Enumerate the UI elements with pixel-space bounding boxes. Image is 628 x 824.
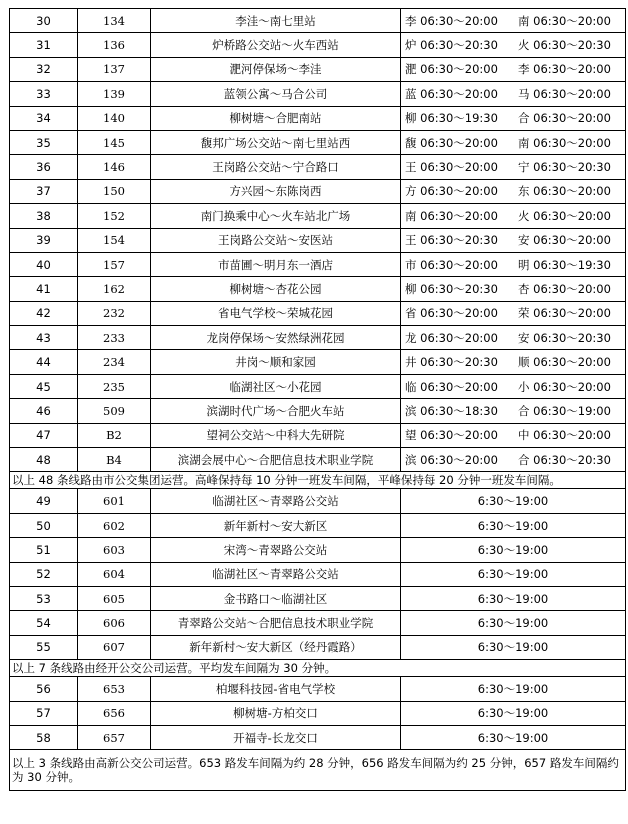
first-terminal-hours: 市 06:30～20:00 — [405, 257, 498, 272]
table-row — [10, 677, 626, 701]
service-hours — [401, 130, 626, 154]
service-hours — [401, 228, 626, 252]
row-number: 35 — [10, 130, 78, 154]
table-row — [10, 513, 626, 537]
row-number: 37 — [10, 179, 78, 203]
table-row — [10, 489, 626, 513]
second-terminal-hours: 明 06:30～19:30 — [518, 257, 611, 272]
first-terminal-hours: 李 06:30～20:00 — [405, 13, 498, 28]
service-hours — [401, 106, 626, 130]
line-number: 134 — [78, 9, 151, 33]
line-number: 604 — [78, 562, 151, 586]
table-row — [10, 228, 626, 252]
first-terminal-hours: 柳 06:30～19:30 — [405, 111, 498, 126]
route-name: 临湖社区～青翠路公交站 — [151, 562, 401, 586]
row-number: 39 — [10, 228, 78, 252]
row-number: 38 — [10, 204, 78, 228]
service-hours — [401, 301, 626, 325]
first-terminal-hours: 王 06:30～20:30 — [405, 233, 498, 248]
service-hours: 6:30～19:00 — [401, 489, 626, 513]
second-terminal-hours: 杏 06:30～20:00 — [518, 281, 611, 296]
second-terminal-hours: 合 06:30～19:00 — [518, 403, 611, 418]
line-number: 235 — [78, 374, 151, 398]
route-name: 滨湖会展中心～合肥信息技术职业学院 — [151, 448, 401, 472]
route-name: 临湖社区～小花园 — [151, 374, 401, 398]
table-row — [10, 326, 626, 350]
line-number: 139 — [78, 82, 151, 106]
operator-note: 以上 3 条线路由高新公交公司运营。653 路发车间隔为约 28 分钟，656 路发车间隔为约 25 分钟，657 路发车间隔约为 30 分钟。 — [10, 750, 626, 791]
row-number: 45 — [10, 374, 78, 398]
first-terminal-hours: 临 06:30～20:00 — [405, 379, 498, 394]
second-terminal-hours: 顺 06:30～20:00 — [518, 355, 611, 370]
line-number: 606 — [78, 611, 151, 635]
row-number: 32 — [10, 57, 78, 81]
table-row — [10, 130, 626, 154]
second-terminal-hours: 合 06:30～20:30 — [518, 452, 611, 467]
route-name: 市苗圃～明月东一酒店 — [151, 252, 401, 276]
row-number: 46 — [10, 399, 78, 423]
route-name: 宋湾～青翠路公交站 — [151, 538, 401, 562]
route-name: 蓝领公寓～马合公司 — [151, 82, 401, 106]
row-number: 53 — [10, 586, 78, 610]
first-terminal-hours: 炉 06:30～20:30 — [405, 38, 498, 53]
service-hours — [401, 252, 626, 276]
table-row — [10, 562, 626, 586]
service-hours: 6:30～19:00 — [401, 586, 626, 610]
route-name: 青翠路公交站～合肥信息技术职业学院 — [151, 611, 401, 635]
table-row — [10, 57, 626, 81]
line-number: 509 — [78, 399, 151, 423]
line-number: 653 — [78, 677, 151, 701]
first-terminal-hours: 滨 06:30～20:00 — [405, 452, 498, 467]
route-name: 临湖社区～青翠路公交站 — [151, 489, 401, 513]
line-number: 150 — [78, 179, 151, 203]
table-row — [10, 252, 626, 276]
table-row — [10, 350, 626, 374]
second-terminal-hours: 南 06:30～20:00 — [518, 13, 611, 28]
service-hours: 6:30～19:00 — [401, 677, 626, 701]
line-number: 657 — [78, 725, 151, 749]
row-number: 31 — [10, 33, 78, 57]
row-number: 40 — [10, 252, 78, 276]
table-row — [10, 399, 626, 423]
row-number: 51 — [10, 538, 78, 562]
second-terminal-hours: 李 06:30～20:00 — [518, 62, 611, 77]
first-terminal-hours: 井 06:30～20:30 — [405, 355, 498, 370]
service-hours: 6:30～19:00 — [401, 538, 626, 562]
line-number: 146 — [78, 155, 151, 179]
table-row — [10, 725, 626, 749]
service-hours — [401, 33, 626, 57]
second-terminal-hours: 马 06:30～20:00 — [518, 86, 611, 101]
second-terminal-hours: 中 06:30～20:00 — [518, 428, 611, 443]
row-number: 54 — [10, 611, 78, 635]
line-number: 157 — [78, 252, 151, 276]
service-hours: 6:30～19:00 — [401, 513, 626, 537]
first-terminal-hours: 淝 06:30～20:00 — [405, 62, 498, 77]
route-name: 滨湖时代广场～合肥火车站 — [151, 399, 401, 423]
service-hours — [401, 423, 626, 447]
table-row — [10, 635, 626, 659]
service-hours — [401, 179, 626, 203]
route-name: 新年新村～安大新区（经丹霞路） — [151, 635, 401, 659]
route-name: 南门换乘中心～火车站北广场 — [151, 204, 401, 228]
route-name: 方兴园～东陈岗西 — [151, 179, 401, 203]
row-number: 44 — [10, 350, 78, 374]
service-hours: 6:30～19:00 — [401, 725, 626, 749]
first-terminal-hours: 王 06:30～20:00 — [405, 160, 498, 175]
row-number: 43 — [10, 326, 78, 350]
second-terminal-hours: 东 06:30～20:00 — [518, 184, 611, 199]
route-name: 柏堰科技园-省电气学校 — [151, 677, 401, 701]
service-hours — [401, 374, 626, 398]
table-row — [10, 33, 626, 57]
row-number: 48 — [10, 448, 78, 472]
service-hours — [401, 326, 626, 350]
second-terminal-hours: 安 06:30～20:00 — [518, 233, 611, 248]
route-name: 金书路口～临湖社区 — [151, 586, 401, 610]
operator-note-row — [10, 750, 626, 791]
line-number: 602 — [78, 513, 151, 537]
service-hours — [401, 155, 626, 179]
line-number: 233 — [78, 326, 151, 350]
route-name: 王岗路公交站～宁合路口 — [151, 155, 401, 179]
table-row — [10, 106, 626, 130]
first-terminal-hours: 省 06:30～20:00 — [405, 306, 498, 321]
service-hours: 6:30～19:00 — [401, 562, 626, 586]
line-number: 603 — [78, 538, 151, 562]
service-hours — [401, 57, 626, 81]
row-number: 50 — [10, 513, 78, 537]
line-number: B4 — [78, 448, 151, 472]
line-number: 607 — [78, 635, 151, 659]
table-row — [10, 277, 626, 301]
route-name: 馥邦广场公交站～南七里站西 — [151, 130, 401, 154]
second-terminal-hours: 安 06:30～20:30 — [518, 330, 611, 345]
route-name: 望祠公交站～中科大先研院 — [151, 423, 401, 447]
first-terminal-hours: 龙 06:30～20:00 — [405, 330, 498, 345]
second-terminal-hours: 荣 06:30～20:00 — [518, 306, 611, 321]
route-name: 李洼～南七里站 — [151, 9, 401, 33]
route-name: 开福寺-长龙交口 — [151, 725, 401, 749]
first-terminal-hours: 馥 06:30～20:00 — [405, 135, 498, 150]
line-number: B2 — [78, 423, 151, 447]
second-terminal-hours: 小 06:30～20:00 — [518, 379, 611, 394]
row-number: 34 — [10, 106, 78, 130]
table-row — [10, 301, 626, 325]
row-number: 52 — [10, 562, 78, 586]
row-number: 41 — [10, 277, 78, 301]
table-row — [10, 179, 626, 203]
route-name: 新年新村～安大新区 — [151, 513, 401, 537]
service-hours — [401, 448, 626, 472]
route-name: 王岗路公交站～安医站 — [151, 228, 401, 252]
table-row — [10, 701, 626, 725]
line-number: 162 — [78, 277, 151, 301]
route-name: 柳树塘～杏花公园 — [151, 277, 401, 301]
service-hours — [401, 399, 626, 423]
table-row — [10, 423, 626, 447]
first-terminal-hours: 柳 06:30～20:30 — [405, 281, 498, 296]
service-hours — [401, 350, 626, 374]
operator-note: 以上 7 条线路由经开公交公司运营。平均发车间隔为 30 分钟。 — [10, 660, 626, 677]
first-terminal-hours: 望 06:30～20:00 — [405, 428, 498, 443]
line-number: 152 — [78, 204, 151, 228]
table-row — [10, 611, 626, 635]
route-name: 省电气学校～荣城花园 — [151, 301, 401, 325]
service-hours: 6:30～19:00 — [401, 635, 626, 659]
table-row — [10, 9, 626, 33]
service-hours: 6:30～19:00 — [401, 611, 626, 635]
line-number: 145 — [78, 130, 151, 154]
first-terminal-hours: 蓝 06:30～20:00 — [405, 86, 498, 101]
row-number: 30 — [10, 9, 78, 33]
route-name: 淝河停保场～李洼 — [151, 57, 401, 81]
line-number: 605 — [78, 586, 151, 610]
line-number: 136 — [78, 33, 151, 57]
table-row — [10, 155, 626, 179]
line-number: 140 — [78, 106, 151, 130]
table-row — [10, 448, 626, 472]
service-hours — [401, 9, 626, 33]
row-number: 33 — [10, 82, 78, 106]
table-row — [10, 586, 626, 610]
table-row — [10, 204, 626, 228]
line-number: 601 — [78, 489, 151, 513]
table-row — [10, 538, 626, 562]
first-terminal-hours: 南 06:30～20:00 — [405, 208, 498, 223]
row-number: 49 — [10, 489, 78, 513]
second-terminal-hours: 南 06:30～20:00 — [518, 135, 611, 150]
second-terminal-hours: 合 06:30～20:00 — [518, 111, 611, 126]
service-hours — [401, 277, 626, 301]
first-terminal-hours: 方 06:30～20:00 — [405, 184, 498, 199]
service-hours — [401, 82, 626, 106]
route-name: 井岗～顺和家园 — [151, 350, 401, 374]
route-name: 柳树塘-方柏交口 — [151, 701, 401, 725]
table-row — [10, 374, 626, 398]
route-name: 龙岗停保场～安然绿洲花园 — [151, 326, 401, 350]
table-row — [10, 82, 626, 106]
row-number: 47 — [10, 423, 78, 447]
second-terminal-hours: 火 06:30～20:00 — [518, 208, 611, 223]
row-number: 55 — [10, 635, 78, 659]
row-number: 36 — [10, 155, 78, 179]
route-name: 柳树塘～合肥南站 — [151, 106, 401, 130]
first-terminal-hours: 滨 06:30～18:30 — [405, 403, 498, 418]
row-number: 58 — [10, 725, 78, 749]
line-number: 234 — [78, 350, 151, 374]
line-number: 232 — [78, 301, 151, 325]
row-number: 57 — [10, 701, 78, 725]
row-number: 56 — [10, 677, 78, 701]
line-number: 137 — [78, 57, 151, 81]
row-number: 42 — [10, 301, 78, 325]
operator-note-row — [10, 472, 626, 489]
operator-note: 以上 48 条线路由市公交集团运营。高峰保持每 10 分钟一班发车间隔，平峰保持每 20 分钟一班发车间隔。 — [10, 472, 626, 489]
service-hours: 6:30～19:00 — [401, 701, 626, 725]
service-hours — [401, 204, 626, 228]
bus-route-table — [9, 8, 626, 791]
line-number: 656 — [78, 701, 151, 725]
second-terminal-hours: 宁 06:30～20:30 — [518, 160, 611, 175]
second-terminal-hours: 火 06:30～20:30 — [518, 38, 611, 53]
operator-note-row — [10, 660, 626, 677]
route-name: 炉桥路公交站～火车西站 — [151, 33, 401, 57]
line-number: 154 — [78, 228, 151, 252]
